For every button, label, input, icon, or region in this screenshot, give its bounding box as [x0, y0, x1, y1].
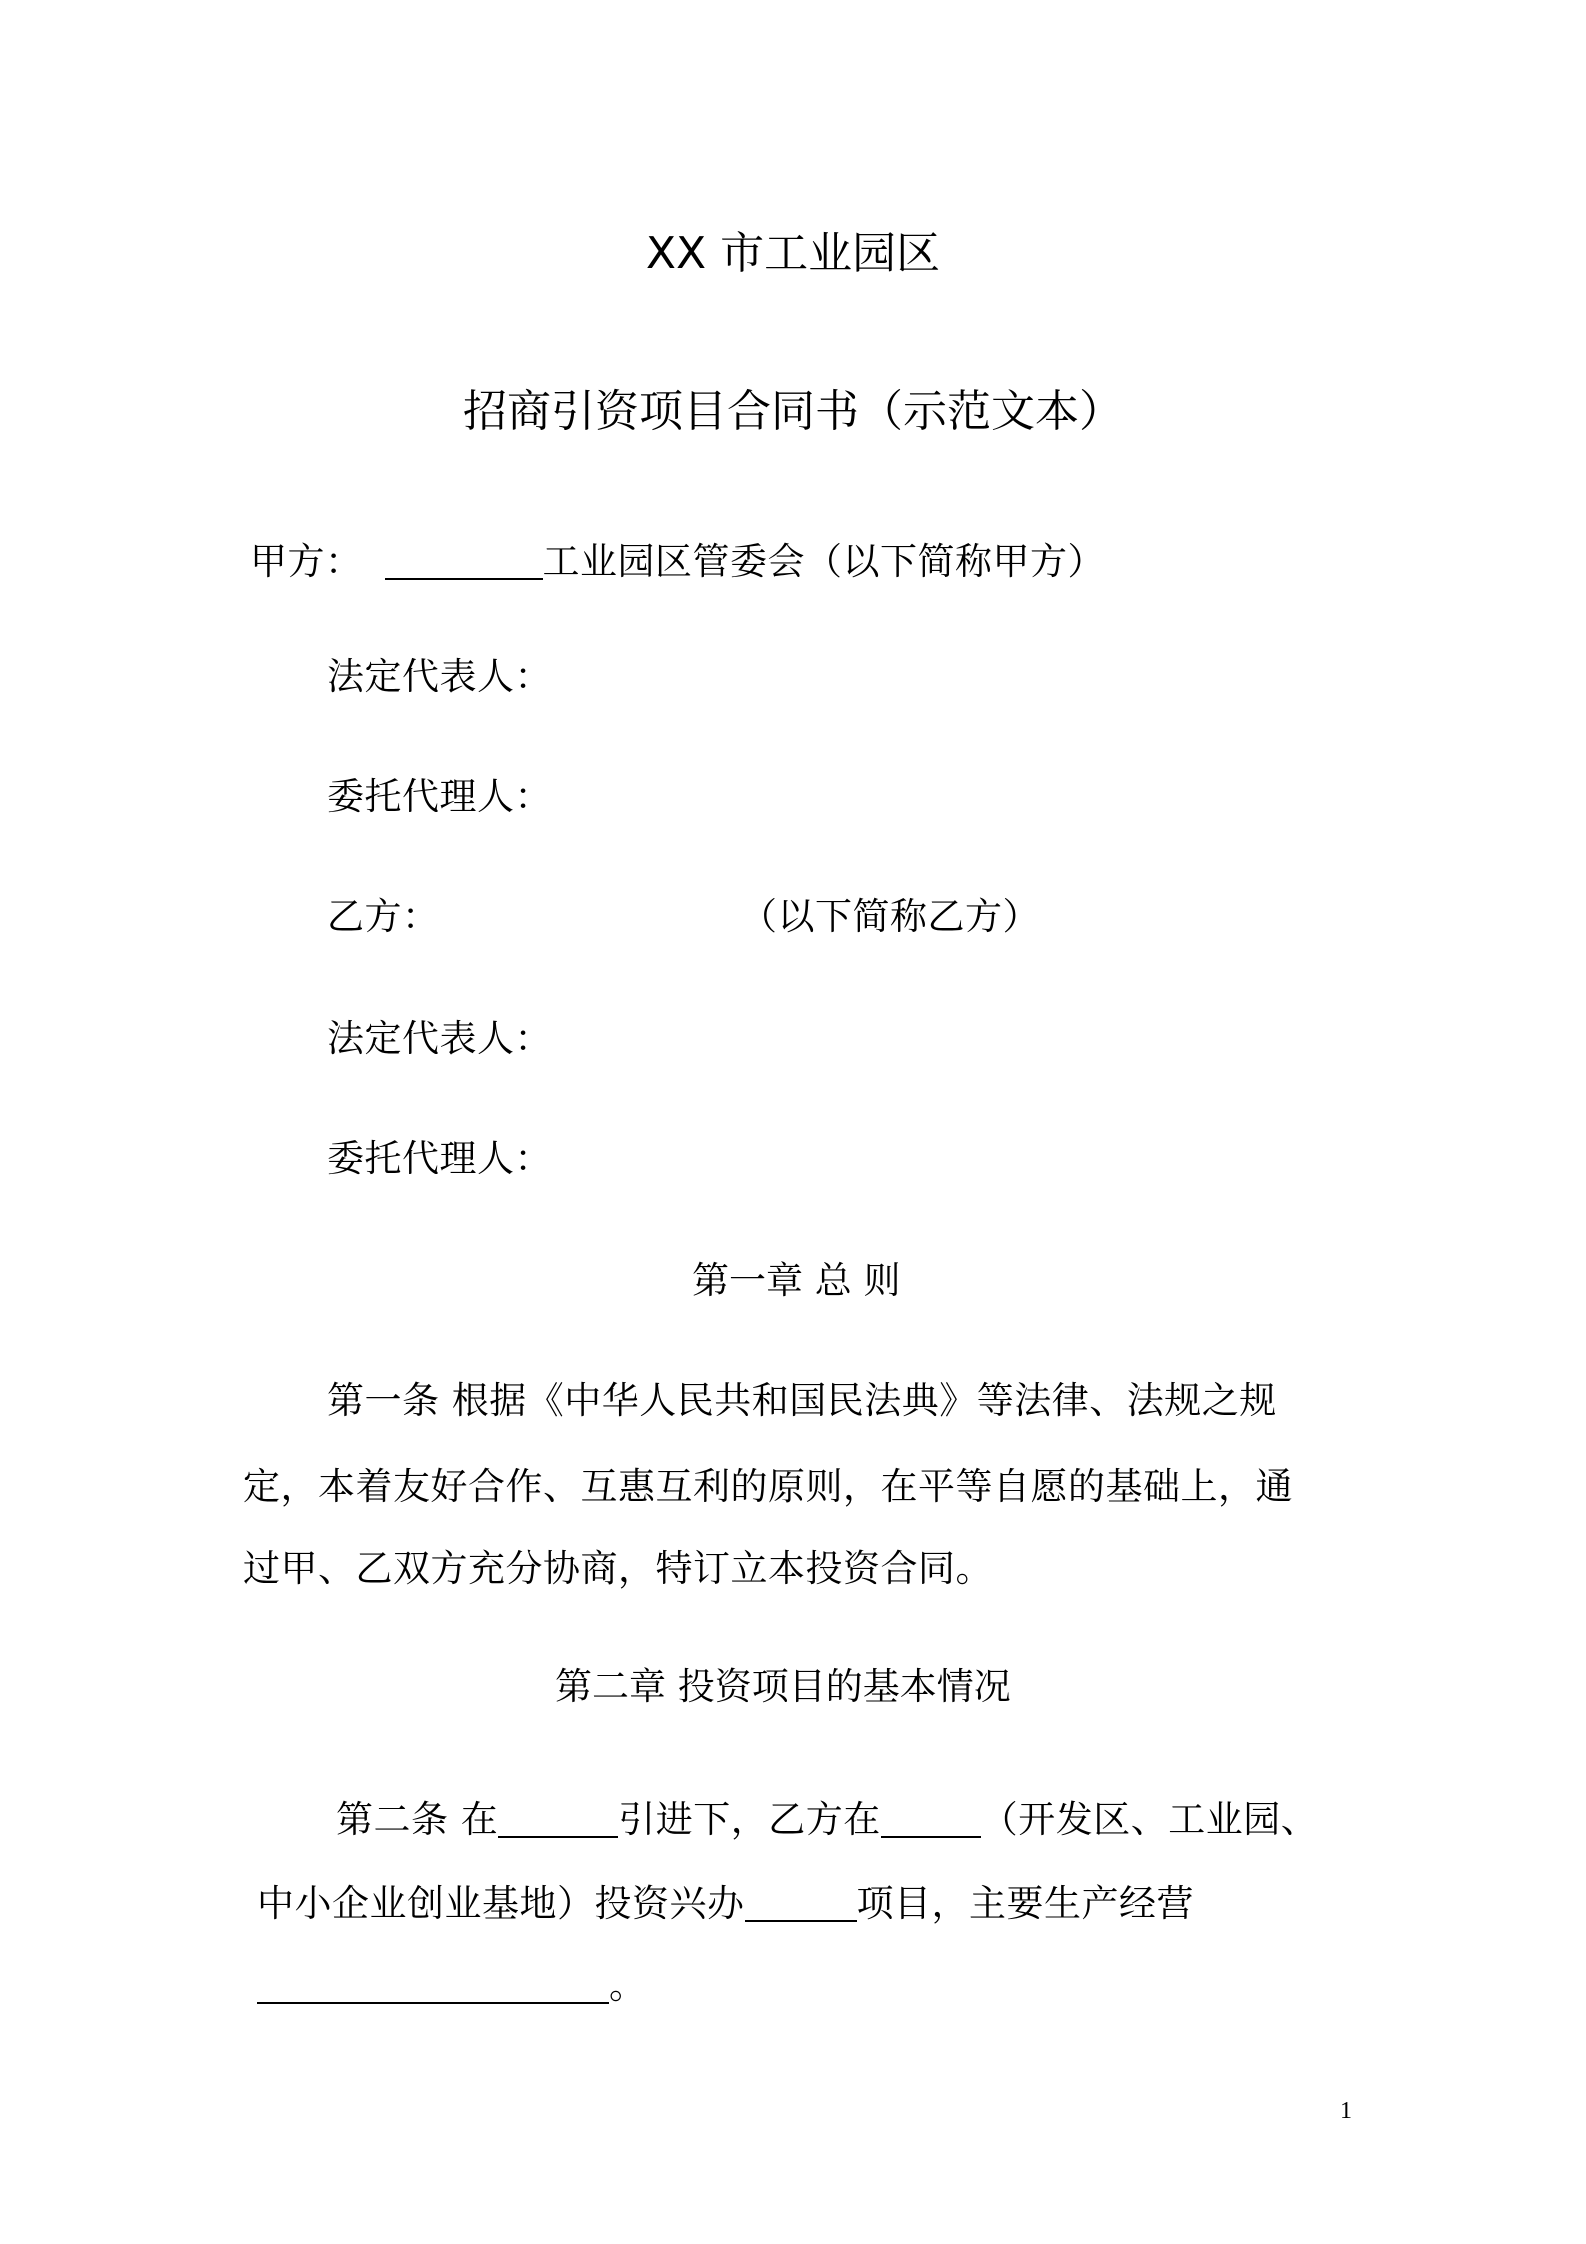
article2-line1 [336, 1798, 1319, 1841]
party-b-agent: 委托代理人： [327, 1137, 552, 1180]
article2-blank3 [745, 1884, 857, 1922]
document-title-line2: 招商引资项目合同书（示范文本） [463, 386, 1123, 437]
article1-line2: 定，本着友好合作、互惠互利的原则，在平等自愿的基础上，通 [243, 1465, 1293, 1508]
article1-line1: 第一条 根据《中华人民共和国民法典》等法律、法规之规 [327, 1379, 1277, 1422]
article2-blank4 [257, 1966, 609, 2004]
article2-blank2 [881, 1800, 981, 1838]
chapter2-heading: 第二章 投资项目的基本情况 [555, 1665, 1011, 1708]
article2-line2-part1: 中小企业创业基地）投资兴办 [257, 1882, 745, 1925]
party-b-label: 乙方： [327, 895, 440, 938]
party-a-agent: 委托代理人： [327, 775, 552, 818]
article1-line3: 过甲、乙双方充分协商，特订立本投资合同。 [243, 1547, 993, 1590]
party-a-legal-rep: 法定代表人： [327, 655, 552, 698]
article2-part2: 引进下，乙方在 [618, 1798, 881, 1841]
page-number: 1 [1340, 2098, 1352, 2124]
party-b-legal-rep: 法定代表人： [327, 1017, 552, 1060]
party-b-abbrev: （以下简称乙方） [740, 895, 1040, 938]
article2-blank1 [498, 1800, 618, 1838]
article2-line2-part2: 项目，主要生产经营 [856, 1882, 1194, 1925]
article2-part1: 第二条 在 [336, 1798, 499, 1841]
article2-part3: （开发区、工业园、 [980, 1798, 1319, 1841]
party-a-label: 甲方： [250, 540, 363, 583]
party-a-line [250, 540, 1105, 583]
article2-line2 [257, 1882, 1194, 1925]
article2-line3 [257, 1964, 647, 2007]
document-title-line1: XX 市工业园区 [645, 228, 941, 279]
party-a-blank [385, 542, 543, 580]
party-a-name-suffix: 工业园区管委会（以下简称甲方） [542, 540, 1105, 583]
article2-line3-end: 。 [609, 1964, 647, 2007]
chapter1-heading: 第一章 总 则 [692, 1259, 901, 1302]
